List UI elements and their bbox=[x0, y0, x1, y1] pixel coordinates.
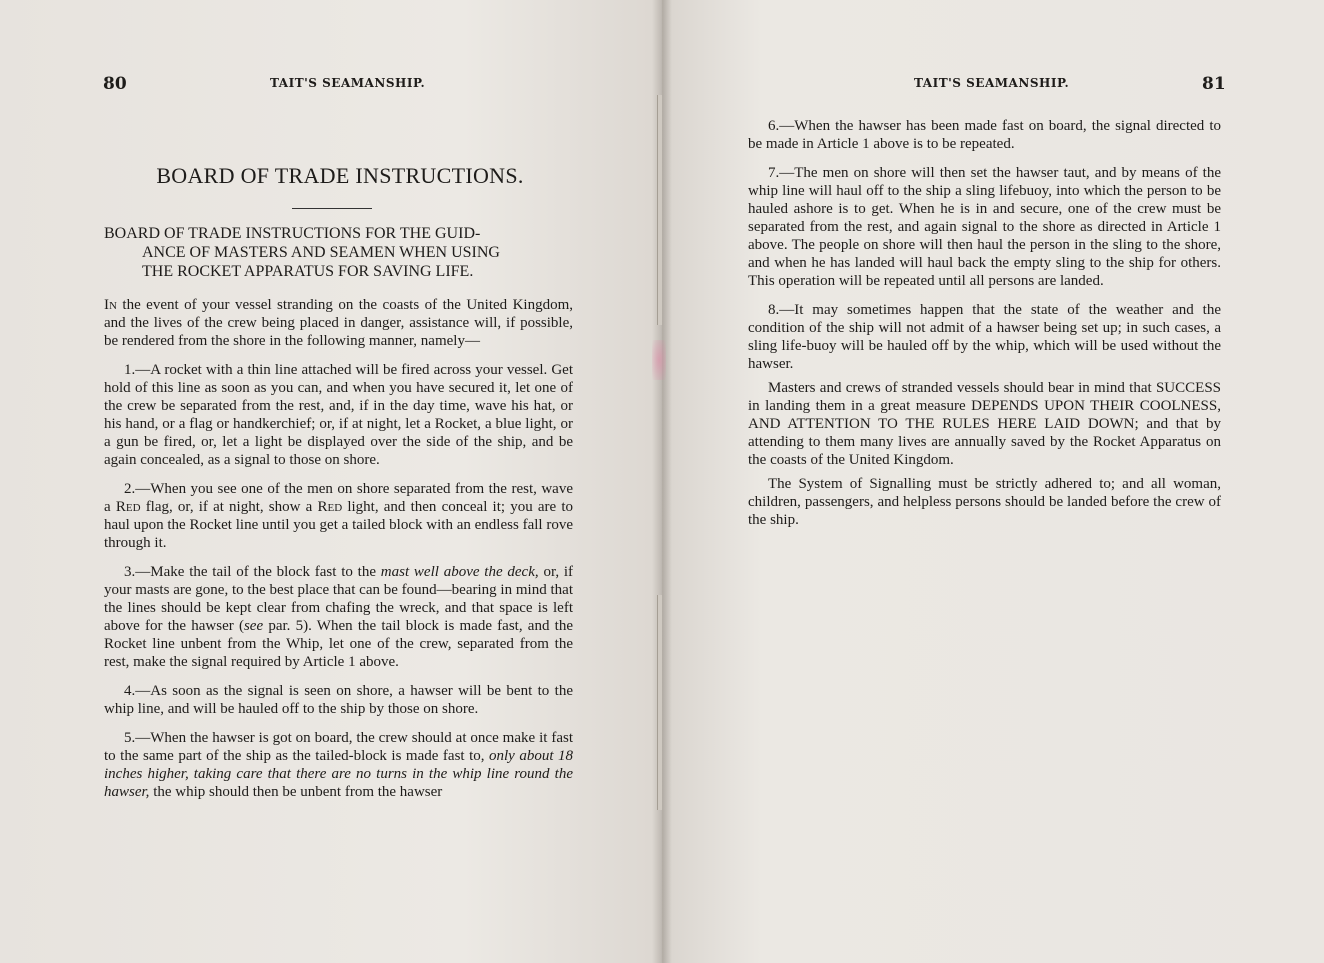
right-page-number: 81 bbox=[1202, 74, 1226, 94]
masters-part-b: and that by attending to them many lives are annually saved by the Rocket Apparatus on the coasts of the United Kingdom. bbox=[748, 416, 1222, 468]
page-title: BOARD OF TRADE INSTRUCTIONS. bbox=[156, 163, 524, 188]
subtitle-line-1: BOARD OF TRADE INSTRUCTIONS FOR THE GUID- bbox=[104, 225, 481, 242]
article-1: 1.—A rocket with a thin line attached will be fired across your vessel. Get hold of this line as soon as you can, and when you have secured it, let one of the crew be separated from the rest, and, if in the day time, wave his hat, or his hand, or a flag or handkerchief; or, if at night, let a Rocket, a blue light, or a gun be fired, or, let a light be displayed over the side of the ship, and be again concealed, as a signal to those on shore. bbox=[104, 362, 573, 468]
intro-lead: In bbox=[104, 297, 117, 313]
article-3-italic-1: mast well above the deck, bbox=[380, 564, 539, 580]
article-3-part-b: or, if your masts are gone, to the best place that can be found—bearing in mind that the lines should be kept clear from chafing the wreck, and that space is left above for the hawser ( bbox=[104, 564, 574, 634]
binding-stitch-top bbox=[657, 95, 662, 325]
article-4: 4.—As soon as the signal is seen on shore, a hawser will be bent to the whip line, and will be hauled off to the ship by those on shore. bbox=[104, 683, 573, 717]
article-2 bbox=[104, 480, 573, 552]
article-3 bbox=[104, 563, 573, 671]
red-word-1: Red bbox=[115, 499, 141, 515]
masters-paragraph bbox=[748, 379, 1221, 469]
masters-caps: SUCCESS in landing them in a great measure DEPENDS UPON THEIR COOLNESS, AND ATTENTION TO THE RULES HERE LAID DOWN; bbox=[748, 380, 1222, 432]
masters-part-a: Masters and crews of stranded vessels should bear in mind that bbox=[768, 380, 1152, 396]
article-5-part-a: 5.—When the hawser is got on board, the crew should at once make it fast to the same part of the ship as the tailed-block is made fast to, bbox=[104, 730, 573, 764]
right-running-head: TAIT'S SEAMANSHIP. bbox=[914, 76, 1070, 90]
subtitle-line-3: THE ROCKET APPARATUS FOR SAVING LIFE. bbox=[142, 263, 474, 280]
article-3-part-a: 3.—Make the tail of the block fast to the bbox=[124, 564, 376, 580]
article-5 bbox=[104, 729, 573, 801]
red-word-2: Red bbox=[317, 499, 343, 515]
signalling-paragraph: The System of Signalling must be strictly adhered to; and all woman, children, passengers, and helpless persons should be landed before the crew of the ship. bbox=[748, 476, 1221, 528]
article-3-italic-2: see bbox=[243, 618, 264, 634]
article-8: 8.—It may sometimes happen that the state of the weather and the condition of the ship will not admit of a hawser being set up; in such cases, a sling life-buoy will be hauled off by the whip, which will be used without the hawser. bbox=[748, 302, 1221, 372]
article-6: 6.—When the hawser has been made fast on board, the signal directed to be made in Article 1 above is to be repeated. bbox=[748, 118, 1221, 152]
intro-text: the event of your vessel stranding on the coasts of the United Kingdom, and the lives of the crew being placed in danger, assistance will, if possible, be rendered from the shore in the following manner, namely— bbox=[104, 297, 574, 349]
left-body-text bbox=[104, 296, 573, 801]
article-2-part-a: 2.—When you see one of the men on shore separated from the rest, wave a bbox=[104, 481, 573, 515]
right-page bbox=[662, 0, 1324, 963]
article-2-part-b: flag, or, if at night, show a bbox=[145, 499, 313, 515]
intro-paragraph bbox=[104, 296, 573, 350]
article-7: 7.—The men on shore will then set the hawser taut, and by means of the whip line will haul off to the ship a sling lifebuoy, into which the person to be hauled ashore is to get. When he is in and secure, one of the crew must be separated from the rest, and again signal to the shore as directed in Article 1 above. The people on shore will then haul the person in the sling to the shore, and when he has landed will haul back the empty sling to the ship for others. This operation will be repeated until all persons are landed. bbox=[748, 165, 1221, 289]
left-page-number: 80 bbox=[103, 74, 127, 94]
right-body-text bbox=[748, 117, 1221, 529]
subtitle-line-2: ANCE OF MASTERS AND SEAMEN WHEN USING bbox=[142, 244, 500, 261]
subtitle bbox=[104, 224, 574, 281]
gutter-stain bbox=[652, 340, 666, 380]
article-5-italic: only about 18 inches higher, taking care that there are no turns in the whip line round the hawser, bbox=[104, 748, 574, 800]
article-5-part-b: the whip should then be unbent from the hawser bbox=[153, 784, 443, 800]
title-rule bbox=[292, 208, 372, 209]
book-gutter bbox=[652, 0, 672, 963]
left-running-head: TAIT'S SEAMANSHIP. bbox=[270, 76, 426, 90]
article-2-part-c: light, and then conceal it; you are to haul upon the Rocket line until you get a tailed block with an endless fall rove through it. bbox=[104, 499, 574, 551]
article-3-part-c: par. 5). When the tail block is made fast, and the Rocket line unbent from the Whip, let one of the crew, separated from the rest, make the signal required by Article 1 above. bbox=[104, 618, 573, 670]
binding-stitch-bottom bbox=[657, 595, 662, 810]
